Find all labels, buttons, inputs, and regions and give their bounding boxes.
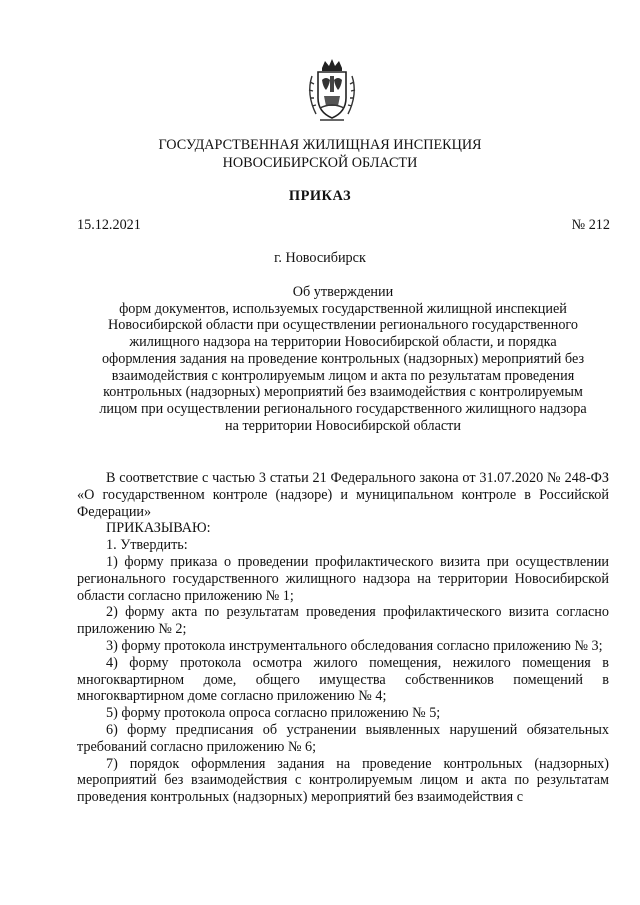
subject-line: жилищного надзора на территории Новосибирской области, и порядка [129, 334, 557, 351]
subject-line: оформления задания на проведение контрольных (надзорных) мероприятий без [101, 350, 585, 367]
body-paragraph: 3) форму протокола инструментального обследования согласно приложению № 3; [106, 637, 603, 654]
subject-line: контрольных (надзорных) мероприятий без взаимодействия с контролируемым [103, 384, 583, 401]
body-paragraph: 5) форму протокола опроса согласно приложению № 5; [106, 705, 441, 722]
document-type: ПРИКАЗ [288, 188, 352, 204]
coat-of-arms-icon [298, 58, 366, 124]
document-subject [72, 284, 614, 434]
org-line-2: НОВОСИБИРСКОЙ ОБЛАСТИ [222, 155, 418, 171]
subject-line: форм документов, используемых государственной жилищной инспекцией [119, 300, 567, 317]
subject-line: Об утверждении [292, 284, 394, 300]
document-date: 15.12.2021 [77, 217, 141, 233]
body-paragraph: 2) форму акта по результатам проведения профилактического визита согласно приложению № 2; [77, 604, 609, 638]
body-paragraph: 1) форму приказа о проведении профилактического визита при осуществлении регионального государственного жилищного надзора на территории Новосибирской области согласно приложению № 1; [77, 553, 609, 604]
subject-line: взаимодействия с контролируемым лицом и акта по результатам проведения [111, 367, 575, 384]
org-line-1: ГОСУДАРСТВЕННАЯ ЖИЛИЩНАЯ ИНСПЕКЦИЯ [158, 137, 482, 153]
subject-line: Новосибирской области при осуществлении регионального государственного [108, 317, 578, 334]
document-body [77, 470, 609, 806]
subject-line: лицом при осуществлении регионального государственного жилищного надзора [99, 400, 587, 417]
body-paragraph: В соответствие с частью 3 статьи 21 Федерального закона от 31.07.2020 № 248-ФЗ «О государственном контроле (надзоре) и муниципальном контроле в Российской Федерации» [77, 470, 609, 520]
document-city: г. Новосибирск [274, 250, 366, 266]
body-paragraph: 6) форму предписания об устранении выявленных нарушений обязательных требований согласно приложению № 6; [77, 721, 609, 755]
document-number: № 212 [571, 217, 610, 233]
organization-name [0, 136, 640, 172]
body-paragraph: ПРИКАЗЫВАЮ: [106, 520, 211, 537]
body-paragraph: 7) порядок оформления задания на проведение контрольных (надзорных) мероприятий без взаимодействия с контролируемым лицом и акта по результатам проведения контрольных (надзорных) мероприятий без взаимодействия с [77, 755, 609, 806]
body-paragraph: 4) форму протокола осмотра жилого помещения, нежилого помещения в многоквартирном доме, общего имущества собственников помещений в многоквартирном доме согласно приложению № 4; [77, 654, 609, 705]
subject-line: на территории Новосибирской области [225, 417, 461, 434]
body-paragraph: 1. Утвердить: [106, 537, 188, 554]
